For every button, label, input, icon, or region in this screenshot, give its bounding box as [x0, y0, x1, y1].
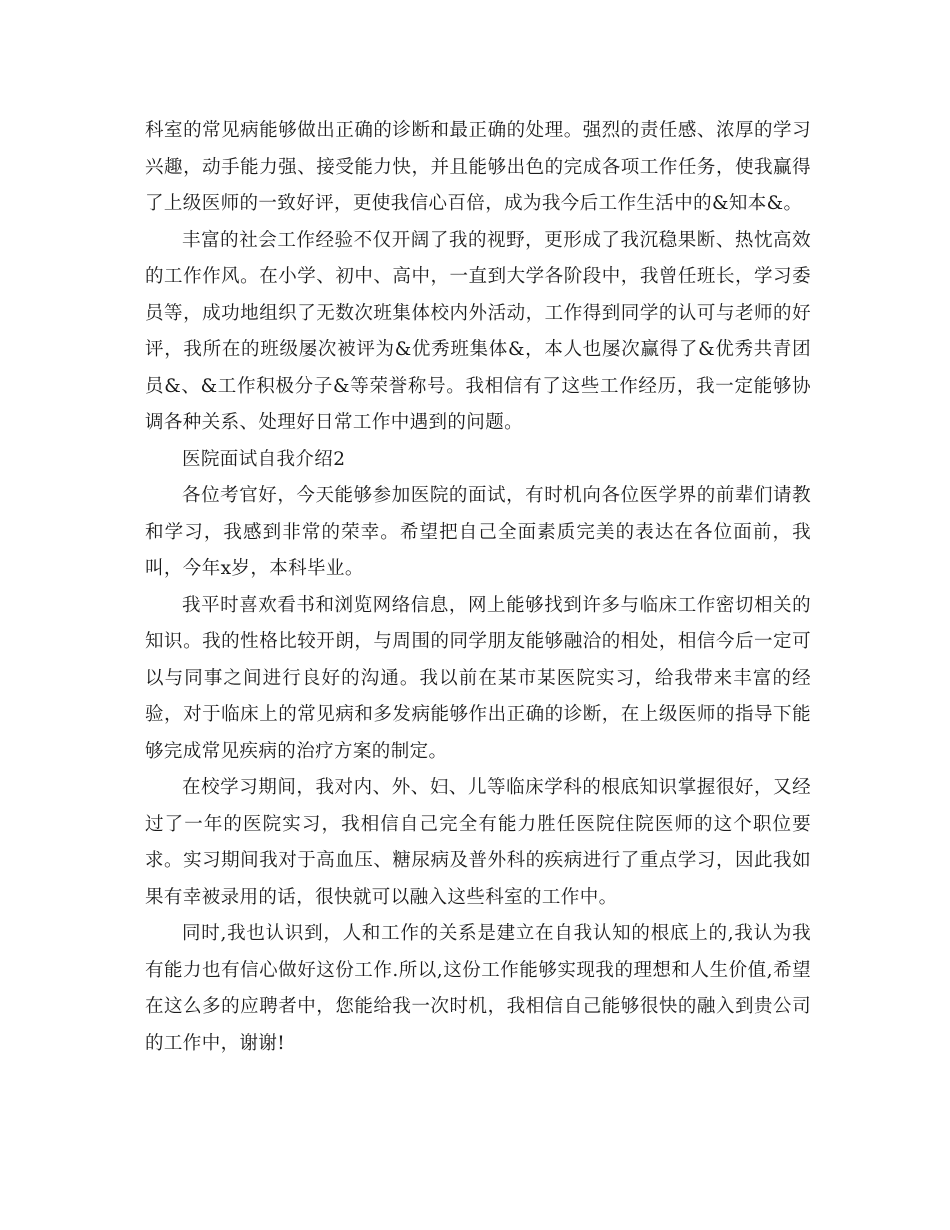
paragraph-closing: 同时,我也认识到，人和工作的关系是建立在自我认知的根底上的,我认为我有能力也有信心做好这份工作.所以,这份工作能够实现我的理想和人生价值,希望在这么多的应聘者中，您能给我一次时机，我相信自己能够很快的融入到贵公司的工作中，谢谢!	[145, 923, 811, 1054]
paragraph-personality: 我平时喜欢看书和浏览网络信息，网上能够找到许多与临床工作密切相关的知识。我的性格比较开朗，与周围的同学朋友能够融洽的相处，相信今后一定可以与同事之间进行良好的沟通。我以前在某市某医院实习，给我带来丰富的经验，对于临床上的常见病和多发病能够作出正确的诊断，在上级医师的指导下能够完成常见疾病的治疗方案的制定。	[145, 594, 811, 762]
section-heading: 医院面试自我介绍2	[182, 448, 346, 470]
paragraph-greeting: 各位考官好，今天能够参加医院的面试，有时机向各位医学界的前辈们请教和学习，我感到非常的荣幸。希望把自己全面素质完美的表达在各位面前，我叫，今年x岁，本科毕业。	[145, 485, 811, 579]
paragraph-study: 在校学习期间，我对内、外、妇、儿等临床学科的根底知识掌握很好，又经过了一年的医院实习，我相信自己完全有能力胜任医院住院医师的这个职位要求。实习期间我对于高血压、糖尿病及普外科的疾病进行了重点学习，因此我如果有幸被录用的话，很快就可以融入这些科室的工作中。	[145, 777, 811, 908]
paragraph-social-experience: 丰富的社会工作经验不仅开阔了我的视野，更形成了我沉稳果断、热忱高效的工作作风。在小学、初中、高中，一直到大学各阶段中，我曾任班长，学习委员等，成功地组织了无数次班集体校内外活动，工作得到同学的认可与老师的好评，我所在的班级屡次被评为&优秀班集体&，本人也屡次赢得了&优秀共青团员&、&工作积极分子&等荣誉称号。我相信有了这些工作经历，我一定能够协调各种关系、处理好日常工作中遇到的问题。	[145, 229, 811, 433]
paragraph-continuation: 科室的常见病能够做出正确的诊断和最正确的处理。强烈的责任感、浓厚的学习兴趣，动手能力强、接受能力快，并且能够出色的完成各项工作任务，使我赢得了上级医师的一致好评，更使我信心百倍，成为我今后工作生活中的&知本&。	[145, 120, 811, 214]
document-body	[145, 113, 811, 1062]
